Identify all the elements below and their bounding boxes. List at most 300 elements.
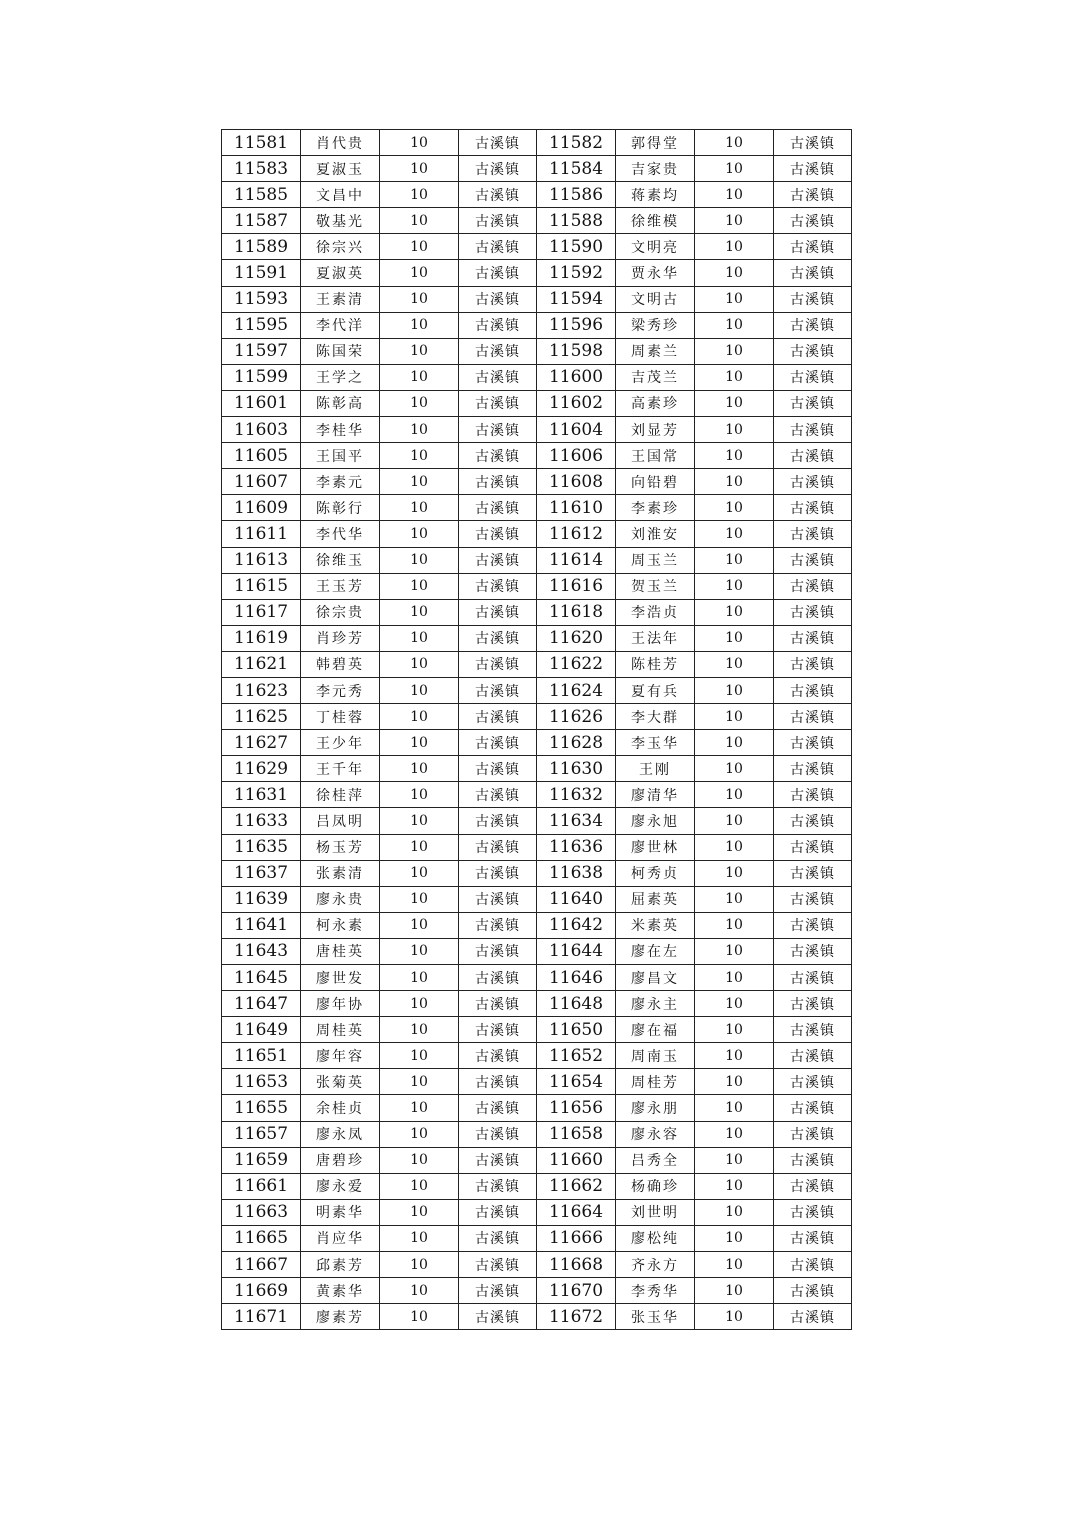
record-id-cell: 11629 — [222, 756, 301, 782]
name-cell: 米素英 — [616, 912, 695, 938]
record-id-cell: 11614 — [537, 547, 616, 573]
name-cell: 李代华 — [301, 521, 380, 547]
town-cell: 古溪镇 — [774, 208, 852, 234]
town-cell: 古溪镇 — [774, 912, 852, 938]
table-row — [222, 834, 852, 860]
name-cell: 吉茂兰 — [616, 364, 695, 390]
name-cell: 文明古 — [616, 286, 695, 312]
amount-cell: 10 — [380, 260, 459, 286]
record-id-cell: 11612 — [537, 521, 616, 547]
record-id-cell: 11661 — [222, 1173, 301, 1199]
town-cell: 古溪镇 — [774, 808, 852, 834]
town-cell: 古溪镇 — [459, 965, 537, 991]
record-id-cell: 11654 — [537, 1069, 616, 1095]
table-row — [222, 704, 852, 730]
table-row — [222, 390, 852, 416]
table-row — [222, 1278, 852, 1304]
amount-cell: 10 — [695, 312, 774, 338]
name-cell: 夏淑英 — [301, 260, 380, 286]
amount-cell: 10 — [695, 704, 774, 730]
name-cell: 王国常 — [616, 443, 695, 469]
town-cell: 古溪镇 — [459, 156, 537, 182]
record-id-cell: 11611 — [222, 521, 301, 547]
amount-cell: 10 — [695, 573, 774, 599]
amount-cell: 10 — [380, 625, 459, 651]
name-cell: 周桂芳 — [616, 1069, 695, 1095]
town-cell: 古溪镇 — [774, 156, 852, 182]
name-cell: 廖永爱 — [301, 1173, 380, 1199]
town-cell: 古溪镇 — [774, 886, 852, 912]
amount-cell: 10 — [380, 1121, 459, 1147]
table-row — [222, 286, 852, 312]
amount-cell: 10 — [380, 651, 459, 677]
amount-cell: 10 — [695, 1252, 774, 1278]
amount-cell: 10 — [380, 1147, 459, 1173]
name-cell: 唐碧珍 — [301, 1147, 380, 1173]
table-row — [222, 1121, 852, 1147]
amount-cell: 10 — [380, 886, 459, 912]
amount-cell: 10 — [380, 364, 459, 390]
table-row — [222, 1043, 852, 1069]
amount-cell: 10 — [695, 1199, 774, 1225]
name-cell: 徐桂萍 — [301, 782, 380, 808]
amount-cell: 10 — [380, 1043, 459, 1069]
record-id-cell: 11617 — [222, 599, 301, 625]
table-row — [222, 782, 852, 808]
record-id-cell: 11638 — [537, 860, 616, 886]
town-cell: 古溪镇 — [459, 260, 537, 286]
name-cell: 王玉芳 — [301, 573, 380, 599]
name-cell: 杨玉芳 — [301, 834, 380, 860]
town-cell: 古溪镇 — [459, 912, 537, 938]
town-cell: 古溪镇 — [459, 991, 537, 1017]
table-row — [222, 521, 852, 547]
town-cell: 古溪镇 — [459, 704, 537, 730]
table-row — [222, 938, 852, 964]
name-cell: 吕秀全 — [616, 1147, 695, 1173]
amount-cell: 10 — [695, 469, 774, 495]
name-cell: 廖永容 — [616, 1121, 695, 1147]
table-row — [222, 912, 852, 938]
town-cell: 古溪镇 — [774, 260, 852, 286]
name-cell: 廖在左 — [616, 938, 695, 964]
name-cell: 王刚 — [616, 756, 695, 782]
table-row — [222, 417, 852, 443]
name-cell: 廖永贵 — [301, 886, 380, 912]
record-id-cell: 11632 — [537, 782, 616, 808]
table-row — [222, 182, 852, 208]
name-cell: 余桂贞 — [301, 1095, 380, 1121]
name-cell: 肖珍芳 — [301, 625, 380, 651]
town-cell: 古溪镇 — [774, 938, 852, 964]
town-cell: 古溪镇 — [459, 599, 537, 625]
record-id-cell: 11621 — [222, 651, 301, 677]
record-id-cell: 11591 — [222, 260, 301, 286]
name-cell: 廖在福 — [616, 1017, 695, 1043]
town-cell: 古溪镇 — [774, 1017, 852, 1043]
record-id-cell: 11662 — [537, 1173, 616, 1199]
town-cell: 古溪镇 — [459, 364, 537, 390]
name-cell: 吕凤明 — [301, 808, 380, 834]
table-row — [222, 1252, 852, 1278]
record-id-cell: 11616 — [537, 573, 616, 599]
amount-cell: 10 — [695, 390, 774, 416]
amount-cell: 10 — [695, 625, 774, 651]
record-id-cell: 11651 — [222, 1043, 301, 1069]
name-cell: 夏有兵 — [616, 677, 695, 703]
town-cell: 古溪镇 — [459, 208, 537, 234]
name-cell: 廖永旭 — [616, 808, 695, 834]
town-cell: 古溪镇 — [774, 677, 852, 703]
name-cell: 贺玉兰 — [616, 573, 695, 599]
table-row — [222, 443, 852, 469]
town-cell: 古溪镇 — [774, 521, 852, 547]
record-id-cell: 11623 — [222, 677, 301, 703]
amount-cell: 10 — [695, 521, 774, 547]
town-cell: 古溪镇 — [774, 547, 852, 573]
town-cell: 古溪镇 — [774, 625, 852, 651]
record-id-cell: 11585 — [222, 182, 301, 208]
table-body — [222, 130, 852, 1330]
name-cell: 邱素芳 — [301, 1252, 380, 1278]
town-cell: 古溪镇 — [459, 286, 537, 312]
town-cell: 古溪镇 — [459, 338, 537, 364]
town-cell: 古溪镇 — [459, 1173, 537, 1199]
amount-cell: 10 — [380, 1069, 459, 1095]
name-cell: 郭得堂 — [616, 130, 695, 156]
table-row — [222, 1147, 852, 1173]
name-cell: 徐宗兴 — [301, 234, 380, 260]
name-cell: 文昌中 — [301, 182, 380, 208]
amount-cell: 10 — [380, 991, 459, 1017]
amount-cell: 10 — [695, 1043, 774, 1069]
name-cell: 黄素华 — [301, 1278, 380, 1304]
name-cell: 屈素英 — [616, 886, 695, 912]
name-cell: 李秀华 — [616, 1278, 695, 1304]
name-cell: 夏淑玉 — [301, 156, 380, 182]
amount-cell: 10 — [695, 886, 774, 912]
town-cell: 古溪镇 — [774, 1069, 852, 1095]
town-cell: 古溪镇 — [459, 1095, 537, 1121]
name-cell: 刘显芳 — [616, 417, 695, 443]
record-id-cell: 11649 — [222, 1017, 301, 1043]
name-cell: 周素兰 — [616, 338, 695, 364]
name-cell: 李大群 — [616, 704, 695, 730]
record-id-cell: 11608 — [537, 469, 616, 495]
name-cell: 丁桂蓉 — [301, 704, 380, 730]
amount-cell: 10 — [380, 469, 459, 495]
amount-cell: 10 — [695, 677, 774, 703]
town-cell: 古溪镇 — [774, 860, 852, 886]
record-id-cell: 11590 — [537, 234, 616, 260]
town-cell: 古溪镇 — [459, 808, 537, 834]
amount-cell: 10 — [695, 834, 774, 860]
table-row — [222, 1017, 852, 1043]
name-cell: 李素元 — [301, 469, 380, 495]
record-id-cell: 11609 — [222, 495, 301, 521]
table-row — [222, 756, 852, 782]
amount-cell: 10 — [695, 1017, 774, 1043]
town-cell: 古溪镇 — [459, 756, 537, 782]
town-cell: 古溪镇 — [774, 573, 852, 599]
record-id-cell: 11636 — [537, 834, 616, 860]
name-cell: 王千年 — [301, 756, 380, 782]
record-id-cell: 11625 — [222, 704, 301, 730]
town-cell: 古溪镇 — [774, 782, 852, 808]
amount-cell: 10 — [380, 1278, 459, 1304]
record-id-cell: 11667 — [222, 1252, 301, 1278]
name-cell: 廖年协 — [301, 991, 380, 1017]
town-cell: 古溪镇 — [774, 1043, 852, 1069]
town-cell: 古溪镇 — [774, 965, 852, 991]
amount-cell: 10 — [380, 390, 459, 416]
record-id-cell: 11583 — [222, 156, 301, 182]
record-id-cell: 11624 — [537, 677, 616, 703]
record-id-cell: 11645 — [222, 965, 301, 991]
record-id-cell: 11602 — [537, 390, 616, 416]
name-cell: 王学之 — [301, 364, 380, 390]
record-id-cell: 11650 — [537, 1017, 616, 1043]
name-cell: 廖永主 — [616, 991, 695, 1017]
town-cell: 古溪镇 — [459, 495, 537, 521]
name-cell: 王国平 — [301, 443, 380, 469]
amount-cell: 10 — [695, 860, 774, 886]
table-row — [222, 469, 852, 495]
record-id-cell: 11639 — [222, 886, 301, 912]
amount-cell: 10 — [695, 912, 774, 938]
name-cell: 肖代贵 — [301, 130, 380, 156]
table-row — [222, 677, 852, 703]
record-id-cell: 11653 — [222, 1069, 301, 1095]
town-cell: 古溪镇 — [459, 1252, 537, 1278]
table-row — [222, 651, 852, 677]
town-cell: 古溪镇 — [774, 182, 852, 208]
amount-cell: 10 — [380, 417, 459, 443]
name-cell: 王少年 — [301, 730, 380, 756]
town-cell: 古溪镇 — [459, 782, 537, 808]
record-id-cell: 11601 — [222, 390, 301, 416]
record-id-cell: 11635 — [222, 834, 301, 860]
name-cell: 吉家贵 — [616, 156, 695, 182]
town-cell: 古溪镇 — [459, 1199, 537, 1225]
town-cell: 古溪镇 — [774, 130, 852, 156]
record-id-cell: 11618 — [537, 599, 616, 625]
record-id-cell: 11586 — [537, 182, 616, 208]
record-id-cell: 11610 — [537, 495, 616, 521]
amount-cell: 10 — [380, 1304, 459, 1330]
amount-cell: 10 — [380, 130, 459, 156]
amount-cell: 10 — [695, 1225, 774, 1251]
name-cell: 廖清华 — [616, 782, 695, 808]
record-id-cell: 11626 — [537, 704, 616, 730]
amount-cell: 10 — [380, 599, 459, 625]
table-row — [222, 886, 852, 912]
name-cell: 陈彰行 — [301, 495, 380, 521]
name-cell: 刘淮安 — [616, 521, 695, 547]
record-id-cell: 11607 — [222, 469, 301, 495]
name-cell: 陈彰高 — [301, 390, 380, 416]
amount-cell: 10 — [695, 756, 774, 782]
record-id-cell: 11631 — [222, 782, 301, 808]
table-row — [222, 573, 852, 599]
table-row — [222, 156, 852, 182]
amount-cell: 10 — [695, 1095, 774, 1121]
table-row — [222, 547, 852, 573]
table-row — [222, 599, 852, 625]
name-cell: 徐宗贵 — [301, 599, 380, 625]
name-cell: 李浩贞 — [616, 599, 695, 625]
record-id-cell: 11587 — [222, 208, 301, 234]
name-cell: 廖世林 — [616, 834, 695, 860]
amount-cell: 10 — [695, 938, 774, 964]
name-cell: 陈国荣 — [301, 338, 380, 364]
town-cell: 古溪镇 — [459, 312, 537, 338]
record-id-cell: 11620 — [537, 625, 616, 651]
record-id-cell: 11581 — [222, 130, 301, 156]
name-cell: 王法年 — [616, 625, 695, 651]
record-id-cell: 11665 — [222, 1225, 301, 1251]
town-cell: 古溪镇 — [774, 234, 852, 260]
name-cell: 齐永方 — [616, 1252, 695, 1278]
record-id-cell: 11669 — [222, 1278, 301, 1304]
table-row — [222, 208, 852, 234]
table-row — [222, 730, 852, 756]
amount-cell: 10 — [380, 1017, 459, 1043]
town-cell: 古溪镇 — [459, 1069, 537, 1095]
name-cell: 明素华 — [301, 1199, 380, 1225]
table-row — [222, 860, 852, 886]
record-id-cell: 11646 — [537, 965, 616, 991]
town-cell: 古溪镇 — [459, 573, 537, 599]
amount-cell: 10 — [380, 338, 459, 364]
town-cell: 古溪镇 — [774, 1095, 852, 1121]
record-id-cell: 11605 — [222, 443, 301, 469]
town-cell: 古溪镇 — [774, 834, 852, 860]
record-id-cell: 11598 — [537, 338, 616, 364]
town-cell: 古溪镇 — [774, 756, 852, 782]
town-cell: 古溪镇 — [774, 1147, 852, 1173]
table-row — [222, 1304, 852, 1330]
table-row — [222, 991, 852, 1017]
name-cell: 廖永凤 — [301, 1121, 380, 1147]
table-row — [222, 965, 852, 991]
record-id-cell: 11606 — [537, 443, 616, 469]
amount-cell: 10 — [695, 130, 774, 156]
table-row — [222, 625, 852, 651]
record-id-cell: 11647 — [222, 991, 301, 1017]
amount-cell: 10 — [380, 208, 459, 234]
record-id-cell: 11659 — [222, 1147, 301, 1173]
town-cell: 古溪镇 — [774, 286, 852, 312]
town-cell: 古溪镇 — [774, 1225, 852, 1251]
record-id-cell: 11603 — [222, 417, 301, 443]
table-row — [222, 495, 852, 521]
record-id-cell: 11592 — [537, 260, 616, 286]
record-id-cell: 11656 — [537, 1095, 616, 1121]
name-cell: 向铅碧 — [616, 469, 695, 495]
record-id-cell: 11663 — [222, 1199, 301, 1225]
name-cell: 周玉兰 — [616, 547, 695, 573]
record-id-cell: 11627 — [222, 730, 301, 756]
town-cell: 古溪镇 — [774, 443, 852, 469]
amount-cell: 10 — [695, 443, 774, 469]
record-id-cell: 11652 — [537, 1043, 616, 1069]
amount-cell: 10 — [380, 730, 459, 756]
amount-cell: 10 — [695, 1278, 774, 1304]
town-cell: 古溪镇 — [459, 1304, 537, 1330]
record-id-cell: 11664 — [537, 1199, 616, 1225]
amount-cell: 10 — [380, 938, 459, 964]
table-row — [222, 338, 852, 364]
name-cell: 廖昌文 — [616, 965, 695, 991]
record-id-cell: 11637 — [222, 860, 301, 886]
record-id-cell: 11613 — [222, 547, 301, 573]
record-id-cell: 11619 — [222, 625, 301, 651]
name-cell: 柯秀贞 — [616, 860, 695, 886]
record-id-cell: 11582 — [537, 130, 616, 156]
town-cell: 古溪镇 — [774, 469, 852, 495]
town-cell: 古溪镇 — [774, 651, 852, 677]
amount-cell: 10 — [695, 286, 774, 312]
name-cell: 蒋素均 — [616, 182, 695, 208]
amount-cell: 10 — [380, 1225, 459, 1251]
record-id-cell: 11588 — [537, 208, 616, 234]
amount-cell: 10 — [380, 1095, 459, 1121]
town-cell: 古溪镇 — [774, 1173, 852, 1199]
name-cell: 柯永素 — [301, 912, 380, 938]
name-cell: 李素珍 — [616, 495, 695, 521]
town-cell: 古溪镇 — [774, 1121, 852, 1147]
amount-cell: 10 — [695, 1304, 774, 1330]
amount-cell: 10 — [695, 1147, 774, 1173]
amount-cell: 10 — [695, 991, 774, 1017]
town-cell: 古溪镇 — [459, 834, 537, 860]
amount-cell: 10 — [695, 547, 774, 573]
name-cell: 敬基光 — [301, 208, 380, 234]
record-id-cell: 11595 — [222, 312, 301, 338]
amount-cell: 10 — [380, 182, 459, 208]
amount-cell: 10 — [695, 182, 774, 208]
town-cell: 古溪镇 — [459, 860, 537, 886]
town-cell: 古溪镇 — [774, 1304, 852, 1330]
name-cell: 肖应华 — [301, 1225, 380, 1251]
name-cell: 周南玉 — [616, 1043, 695, 1069]
name-cell: 韩碧英 — [301, 651, 380, 677]
record-id-cell: 11643 — [222, 938, 301, 964]
record-id-cell: 11666 — [537, 1225, 616, 1251]
town-cell: 古溪镇 — [459, 1043, 537, 1069]
record-id-cell: 11644 — [537, 938, 616, 964]
town-cell: 古溪镇 — [774, 730, 852, 756]
amount-cell: 10 — [695, 1121, 774, 1147]
name-cell: 唐桂英 — [301, 938, 380, 964]
town-cell: 古溪镇 — [459, 1121, 537, 1147]
amount-cell: 10 — [695, 364, 774, 390]
name-cell: 贾永华 — [616, 260, 695, 286]
record-id-cell: 11671 — [222, 1304, 301, 1330]
amount-cell: 10 — [695, 651, 774, 677]
town-cell: 古溪镇 — [459, 521, 537, 547]
record-id-cell: 11642 — [537, 912, 616, 938]
amount-cell: 10 — [695, 965, 774, 991]
amount-cell: 10 — [380, 808, 459, 834]
name-cell: 文明亮 — [616, 234, 695, 260]
table-row — [222, 1225, 852, 1251]
town-cell: 古溪镇 — [774, 495, 852, 521]
town-cell: 古溪镇 — [459, 886, 537, 912]
table-row — [222, 234, 852, 260]
name-cell: 李元秀 — [301, 677, 380, 703]
